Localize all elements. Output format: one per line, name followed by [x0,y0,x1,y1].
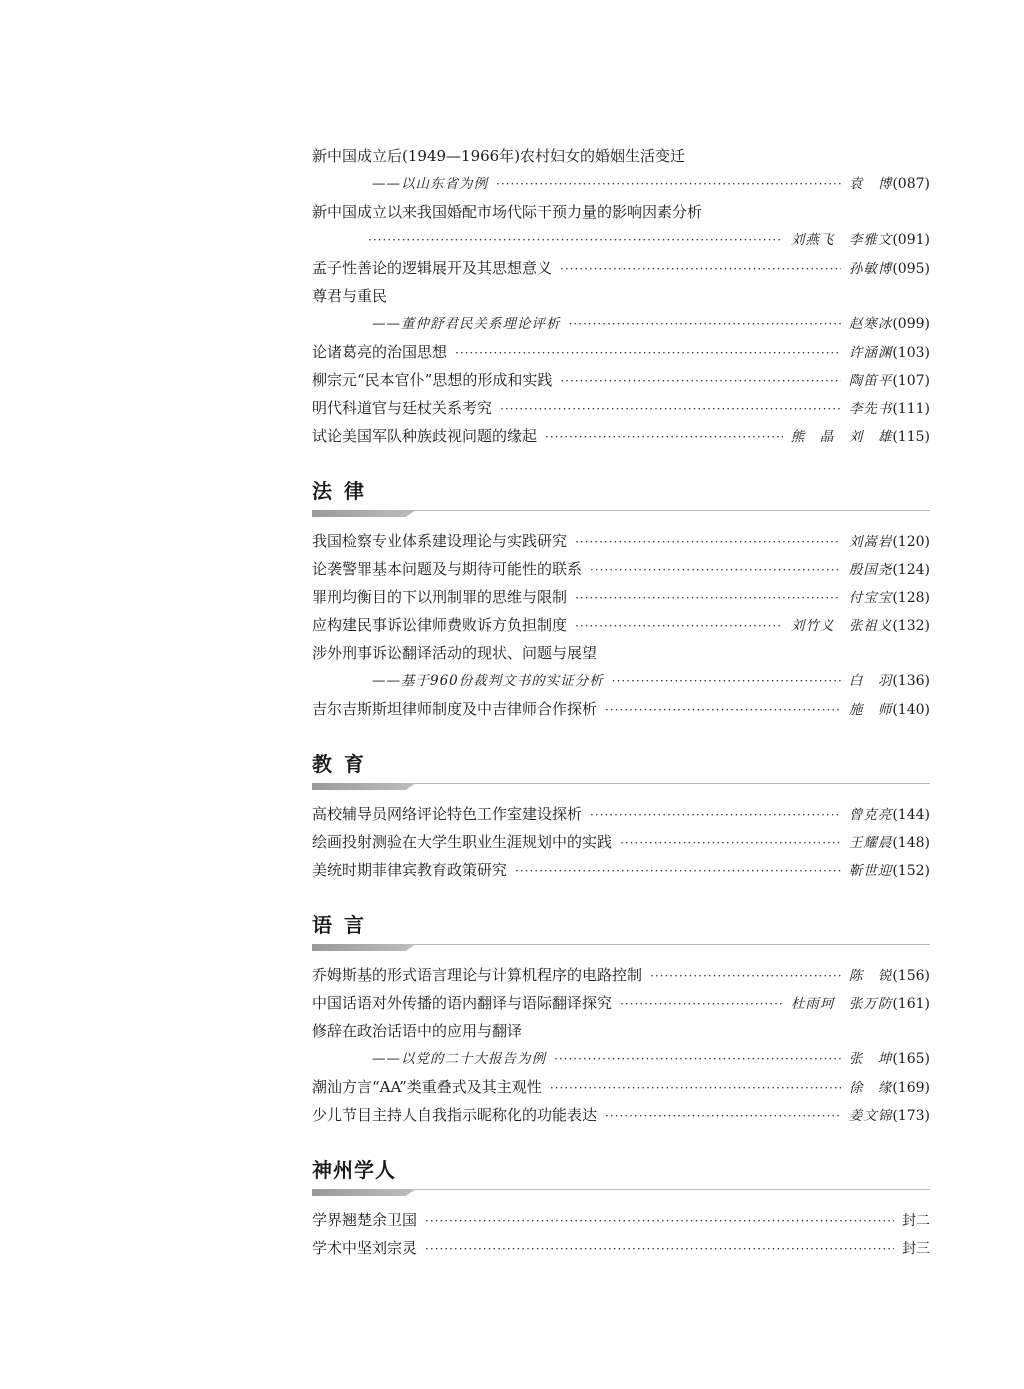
toc-entry[interactable] [312,366,930,394]
section-title: 法律 [312,479,376,503]
page-number: (156) [892,968,930,984]
toc-entry[interactable] [312,1101,930,1129]
leader-dots [500,395,841,423]
section-title: 神州学人 [312,1158,396,1182]
page-number: (128) [892,590,930,606]
article-title: 柳宗元“民本官仆”思想的形成和实践 [312,371,553,389]
page-number: (136) [892,673,930,689]
leader-dots [455,339,841,367]
toc-section [312,908,930,1129]
leader-dots [612,667,841,695]
article-title: 尊君与重民 [312,287,388,305]
page-number: 封二 [902,1213,930,1229]
leader-dots [650,962,841,990]
article-author: 赵寒冰 [848,316,893,332]
toc-entry[interactable] [312,422,930,450]
article-author: 刘嵩岩 [848,534,893,550]
page-number: (095) [892,261,930,277]
article-author: 袁 博 [848,176,893,192]
page-number: (152) [892,863,930,879]
leader-dots [575,528,841,556]
leader-dots [545,423,783,451]
article-subtitle: ——以山东省为例 [372,176,488,192]
article-author: 刘燕飞 李雅文 [790,232,893,248]
toc-section [312,1153,930,1262]
article-author: 陶笛平 [848,373,893,389]
page-number: (087) [892,176,930,192]
article-author: 曾克亮 [848,807,893,823]
leader-dots [605,696,841,724]
leader-dots [368,226,783,254]
leader-dots [550,1074,841,1102]
section-header [312,474,930,517]
article-title: 试论美国军队种族歧视问题的缘起 [312,427,538,445]
article-title-line [312,282,930,310]
toc-section [312,747,930,884]
toc-entry[interactable] [312,254,930,282]
page-number: (099) [892,316,930,332]
leader-dots [605,1102,841,1130]
leader-dots [590,556,841,584]
article-author: 殷国尧 [848,562,893,578]
page-number: (107) [892,373,930,389]
article-author: 刘竹义 张祖义 [790,618,893,634]
section-rule-accent [312,1189,416,1196]
article-title: 论诸葛亮的治国思想 [312,343,448,361]
toc-entry[interactable] [312,583,930,611]
article-author: 熊 晶 刘 雄 [790,429,893,445]
leader-dots [575,584,841,612]
toc-entry[interactable] [312,555,930,583]
article-title: 学界翘楚余卫国 [312,1211,418,1229]
section-rule-accent [312,944,416,951]
page-number: (120) [892,534,930,550]
article-title: 吉尔吉斯斯坦律师制度及中吉律师合作探析 [312,700,598,718]
page-number: (148) [892,835,930,851]
article-title: 明代科道官与廷杖关系考究 [312,399,493,417]
page-number: (103) [892,345,930,361]
article-title-line [312,639,930,667]
toc-entry[interactable] [312,695,930,723]
page-number: (115) [892,429,930,445]
article-title: 罪刑均衡目的下以刑制罪的思维与限制 [312,588,568,606]
article-title: 应构建民事诉讼律师费败诉方负担制度 [312,616,568,634]
page-number: (173) [892,1108,930,1124]
toc-entry[interactable] [312,800,930,828]
table-of-contents [312,142,930,1262]
article-author: 靳世迎 [848,863,893,879]
article-author: 许涵渊 [848,345,893,361]
page-number: (132) [892,618,930,634]
article-author: 姜文锦 [848,1108,893,1124]
toc-entry[interactable] [312,1206,930,1234]
article-title: 论袭警罪基本问题及与期待可能性的联系 [312,560,583,578]
article-title: 修辞在政治话语中的应用与翻译 [312,1022,523,1040]
article-title: 涉外刑事诉讼翻译活动的现状、问题与展望 [312,644,598,662]
toc-section [312,474,930,723]
page-number: (111) [892,401,930,417]
article-author: 杜雨珂 张万防 [790,996,893,1012]
page-number: (165) [892,1051,930,1067]
toc-entry[interactable] [312,310,930,338]
leader-dots [425,1235,894,1263]
leader-dots [620,990,783,1018]
article-author: 付宝宝 [848,590,893,606]
toc-entry[interactable] [312,1073,930,1101]
leader-dots [569,310,841,338]
section-header [312,908,930,951]
article-author: 孙敏博 [848,261,893,277]
article-subtitle: ——基于960份裁判文书的实证分析 [372,673,604,689]
section-rule [312,942,930,951]
toc-entry[interactable] [312,961,930,989]
article-title: 新中国成立以来我国婚配市场代际干预力量的影响因素分析 [312,203,703,221]
article-title: 乔姆斯基的形式语言理论与计算机程序的电路控制 [312,966,643,984]
article-author: 白 羽 [848,673,893,689]
section-header [312,747,930,790]
toc-entry[interactable] [312,226,930,254]
leader-dots [554,1045,841,1073]
page-number: (161) [892,996,930,1012]
toc-entry[interactable] [312,856,930,884]
toc-entry[interactable] [312,527,930,555]
leader-dots [515,857,841,885]
article-author: 张 坤 [848,1051,893,1067]
article-title: 新中国成立后(1949—1966年)农村妇女的婚姻生活变迁 [312,147,686,165]
toc-entry[interactable] [312,338,930,366]
article-subtitle: ——以党的二十大报告为例 [372,1051,546,1067]
toc-entry[interactable] [312,828,930,856]
page-number: (144) [892,807,930,823]
toc-section [312,142,930,450]
article-title: 少儿节目主持人自我指示昵称化的功能表达 [312,1106,598,1124]
leader-dots [575,612,783,640]
article-author: 施 师 [848,702,893,718]
article-title: 学术中坚刘宗灵 [312,1239,418,1257]
page-number: 封三 [902,1241,930,1257]
toc-entry[interactable] [312,611,930,639]
article-author: 徐 缘 [848,1080,893,1096]
toc-entry[interactable] [312,1045,930,1073]
article-title: 中国话语对外传播的语内翻译与语际翻译探究 [312,994,613,1012]
section-rule [312,508,930,517]
article-subtitle: ——董仲舒君民关系理论评析 [372,316,561,332]
article-title-line [312,198,930,226]
section-rule [312,1187,930,1196]
article-title: 美统时期菲律宾教育政策研究 [312,861,508,879]
section-title: 语言 [312,913,376,937]
toc-entry[interactable] [312,394,930,422]
article-title: 高校辅导员网络评论特色工作室建设探析 [312,805,583,823]
article-title: 潮汕方言“AA”类重叠式及其主观性 [312,1078,542,1096]
article-author: 王耀晨 [848,835,893,851]
toc-entry[interactable] [312,1234,930,1262]
leader-dots [590,801,841,829]
leader-dots [425,1207,894,1235]
article-title: 孟子性善论的逻辑展开及其思想意义 [312,259,553,277]
page-number: (124) [892,562,930,578]
article-title: 绘画投射测验在大学生职业生涯规划中的实践 [312,833,613,851]
leader-dots [620,829,841,857]
section-rule-accent [312,510,416,517]
leader-dots [560,255,841,283]
section-title: 教育 [312,752,376,776]
toc-entry[interactable] [312,170,930,198]
page-number: (169) [892,1080,930,1096]
leader-dots [496,170,841,198]
leader-dots [560,367,841,395]
toc-entry[interactable] [312,667,930,695]
page-number: (091) [892,232,930,248]
article-title-line [312,142,930,170]
article-title-line [312,1017,930,1045]
page-number: (140) [892,702,930,718]
article-title: 我国检察专业体系建设理论与实践研究 [312,532,568,550]
section-rule [312,781,930,790]
article-author: 陈 锐 [848,968,893,984]
toc-entry[interactable] [312,989,930,1017]
article-author: 李先书 [848,401,893,417]
section-rule-accent [312,783,416,790]
section-header [312,1153,930,1196]
